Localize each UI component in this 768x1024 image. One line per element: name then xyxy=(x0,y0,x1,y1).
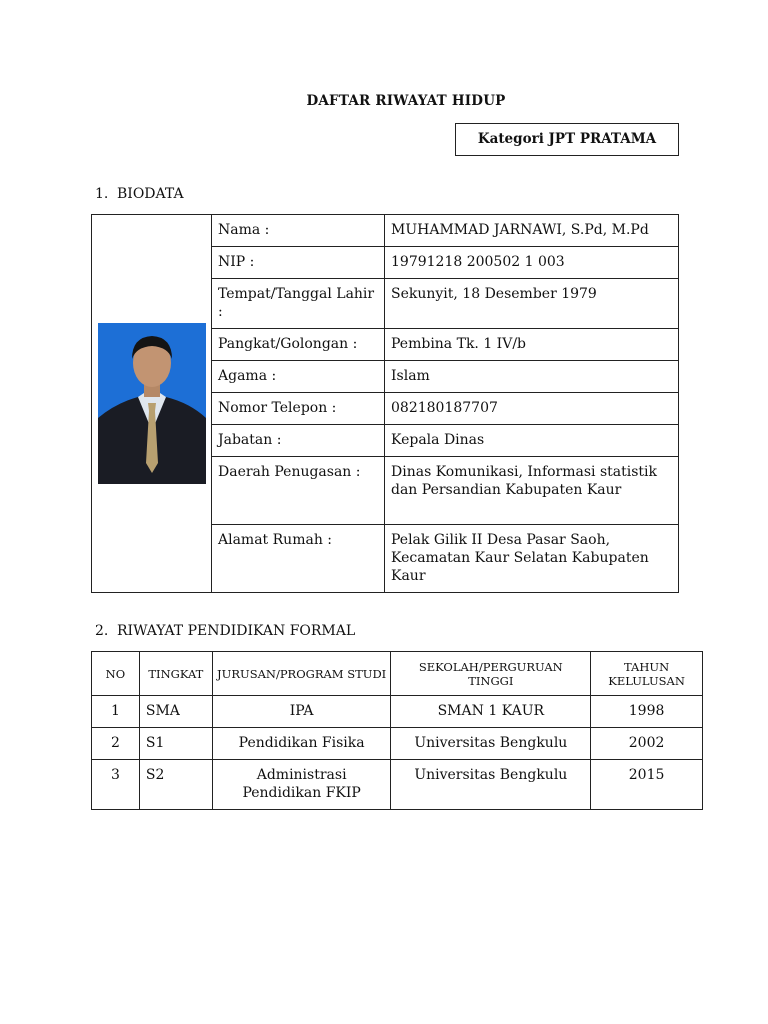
table-header-row xyxy=(92,652,703,696)
label-pangkat-golongan: Pangkat/Golongan : xyxy=(212,329,385,361)
document-title: DAFTAR RIWAYAT HIDUP xyxy=(306,93,506,109)
column-header-jurusan: JURUSAN/PROGRAM STUDI xyxy=(212,652,391,696)
table-row xyxy=(92,728,703,760)
value-daerah-penugasan: Dinas Komunikasi, Informasi statistik dan Persandian Kabupaten Kaur xyxy=(385,457,679,525)
cell-sekolah: SMAN 1 KAUR xyxy=(391,696,591,728)
label-jabatan: Jabatan : xyxy=(212,425,385,457)
cell-tahun: 1998 xyxy=(591,696,703,728)
section-number: 2. xyxy=(95,623,109,639)
section-number: 1. xyxy=(95,186,109,202)
cell-jurusan: Administrasi Pendidikan FKIP xyxy=(212,760,391,810)
value-jabatan: Kepala Dinas xyxy=(385,425,679,457)
portrait-illustration xyxy=(98,323,206,484)
photo-cell xyxy=(92,215,212,593)
profile-photo xyxy=(98,323,206,484)
label-nomor-telepon: Nomor Telepon : xyxy=(212,393,385,425)
value-tempat-tanggal-lahir: Sekunyit, 18 Desember 1979 xyxy=(385,279,679,329)
cell-no: 3 xyxy=(92,760,140,810)
value-pangkat-golongan: Pembina Tk. 1 IV/b xyxy=(385,329,679,361)
section-label: RIWAYAT PENDIDIKAN FORMAL xyxy=(117,623,356,639)
table-row xyxy=(92,215,679,247)
label-tempat-tanggal-lahir: Tempat/Tanggal Lahir : xyxy=(212,279,385,329)
column-header-no: NO xyxy=(92,652,140,696)
column-header-sekolah: SEKOLAH/PERGURUAN TINGGI xyxy=(391,652,591,696)
pendidikan-table xyxy=(91,651,703,810)
cell-tingkat: SMA xyxy=(139,696,212,728)
value-agama: Islam xyxy=(385,361,679,393)
value-nomor-telepon: 082180187707 xyxy=(385,393,679,425)
table-row xyxy=(92,696,703,728)
biodata-table xyxy=(91,214,679,593)
cell-jurusan: IPA xyxy=(212,696,391,728)
label-daerah-penugasan: Daerah Penugasan : xyxy=(212,457,385,525)
section-biodata-heading xyxy=(95,186,184,202)
cell-sekolah: Universitas Bengkulu xyxy=(391,728,591,760)
kategori-box: Kategori JPT PRATAMA xyxy=(455,123,679,156)
value-alamat-rumah: Pelak Gilik II Desa Pasar Saoh, Kecamatan Kaur Selatan Kabupaten Kaur xyxy=(385,525,679,593)
column-header-tingkat: TINGKAT xyxy=(139,652,212,696)
label-nip: NIP : xyxy=(212,247,385,279)
cell-tingkat: S1 xyxy=(139,728,212,760)
label-agama: Agama : xyxy=(212,361,385,393)
cell-tingkat: S2 xyxy=(139,760,212,810)
table-row xyxy=(92,760,703,810)
label-nama: Nama : xyxy=(212,215,385,247)
cell-tahun: 2015 xyxy=(591,760,703,810)
section-label: BIODATA xyxy=(117,186,184,202)
cell-jurusan: Pendidikan Fisika xyxy=(212,728,391,760)
cell-no: 1 xyxy=(92,696,140,728)
column-header-tahun: TAHUN KELULUSAN xyxy=(591,652,703,696)
value-nama: MUHAMMAD JARNAWI, S.Pd, M.Pd xyxy=(385,215,679,247)
section-pendidikan-heading xyxy=(95,623,355,639)
cell-tahun: 2002 xyxy=(591,728,703,760)
label-alamat-rumah: Alamat Rumah : xyxy=(212,525,385,593)
cell-no: 2 xyxy=(92,728,140,760)
cell-sekolah: Universitas Bengkulu xyxy=(391,760,591,810)
value-nip: 19791218 200502 1 003 xyxy=(385,247,679,279)
